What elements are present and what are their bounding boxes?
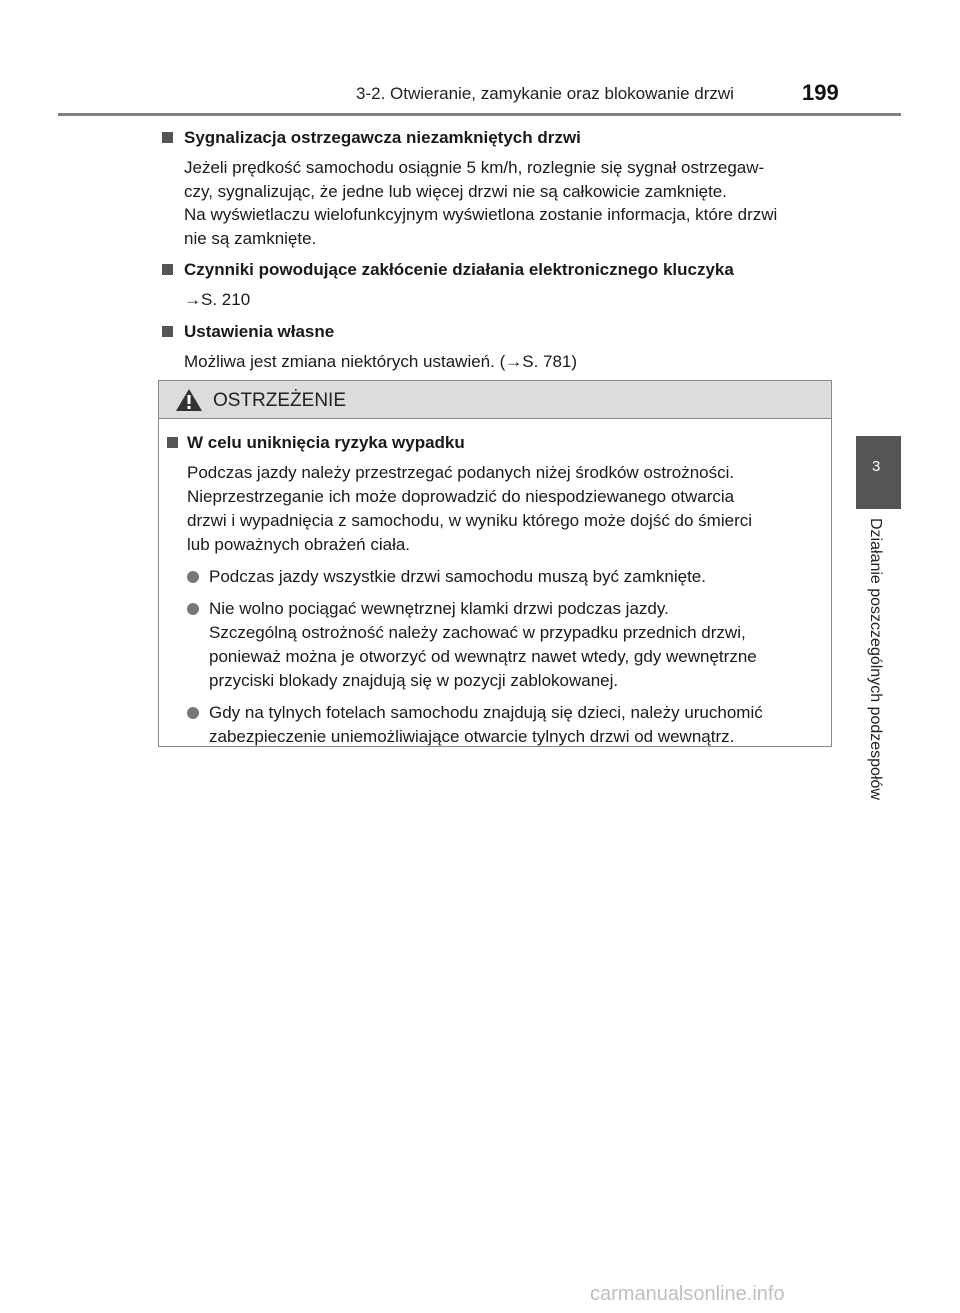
warning-body [167,431,817,749]
warning-bullet [167,701,817,749]
square-bullet-icon [162,264,173,275]
text-line: Na wyświetlaczu wielofunkcyjnym wyświetlona zostanie informacja, które drzwi [184,205,778,224]
section-custom-settings [160,320,836,374]
text-line: Możliwa jest zmiana niektórych ustawień. (→S. 781) [184,351,578,371]
section-heading: Ustawienia własne [184,321,335,341]
text-line: Podczas jazdy należy przestrzegać podanych niżej środków ostrożności. [187,463,735,482]
text-line: przyciski blokady znajdują się w pozycji zablokowanej. [209,671,619,690]
round-bullet-icon [187,707,199,719]
page-reference-link[interactable]: →S. 210 [184,290,251,309]
text-line: nie są zamknięte. [184,228,317,248]
chapter-label: Działanie poszczególnych podzespołów [867,518,884,800]
warning-box [158,380,832,747]
text-line: Gdy na tylnych fotelach samochodu znajdują się dzieci, należy uruchomić [209,703,763,722]
text-line: Nieprzestrzeganie ich może doprowadzić do niespodziewanego otwarcia [187,487,735,506]
warning-bullet [167,597,817,693]
section-heading: Sygnalizacja ostrzegawcza niezamkniętych drzwi [184,128,581,147]
text-line: drzwi i wypadnięcia z samochodu, w wyniku którego może dojść do śmierci [187,511,753,530]
main-content [160,126,836,373]
text-line: Podczas jazdy wszystkie drzwi samochodu muszą być zamknięte. [209,567,706,586]
square-bullet-icon [162,132,173,143]
text-line: Nie wolno pociągać wewnętrznej klamki drzwi podczas jazdy. [209,599,669,618]
text-line: zabezpieczenie uniemożliwiające otwarcie tylnych drzwi od wewnątrz. [209,727,735,746]
chapter-number: 3 [872,458,881,475]
chapter-tab[interactable] [856,436,901,509]
round-bullet-icon [187,603,199,615]
header-divider [58,113,901,116]
page-number: 199 [802,80,839,105]
section-body [160,156,836,250]
square-bullet-icon [162,326,173,337]
section-body [160,350,836,374]
square-bullet-icon [167,437,178,448]
footer-watermark: carmanualsonline.info [590,1283,785,1305]
section-heading: Czynniki powodujące zakłócenie działania elektronicznego kluczyka [184,260,734,279]
section-door-warning [160,126,836,250]
warning-header [159,381,831,419]
warning-subheading: W celu uniknięcia ryzyka wypadku [187,433,465,452]
text-line: czy, sygnalizując, że jedne lub więcej drzwi nie są całkowicie zamknięte. [184,181,727,201]
warning-intro [167,461,817,557]
section-body [160,288,836,312]
text-line: lub poważnych obrażeń ciała. [187,535,411,554]
text-line: ponieważ można je otworzyć od wewnątrz nawet wtedy, gdy wewnętrzne [209,647,757,666]
text-line: Jeżeli prędkość samochodu osiągnie 5 km/h, rozlegnie się sygnał ostrzegaw- [184,158,765,177]
text-line: Szczególną ostrożność należy zachować w przypadku przednich drzwi, [209,623,746,642]
warning-triangle-icon [175,388,203,412]
round-bullet-icon [187,571,199,583]
header-title: 3-2. Otwieranie, zamykanie oraz blokowanie drzwi [356,84,734,103]
section-key-interference [160,258,836,312]
warning-title: OSTRZEŻENIE [213,390,347,411]
warning-bullet [167,565,817,589]
